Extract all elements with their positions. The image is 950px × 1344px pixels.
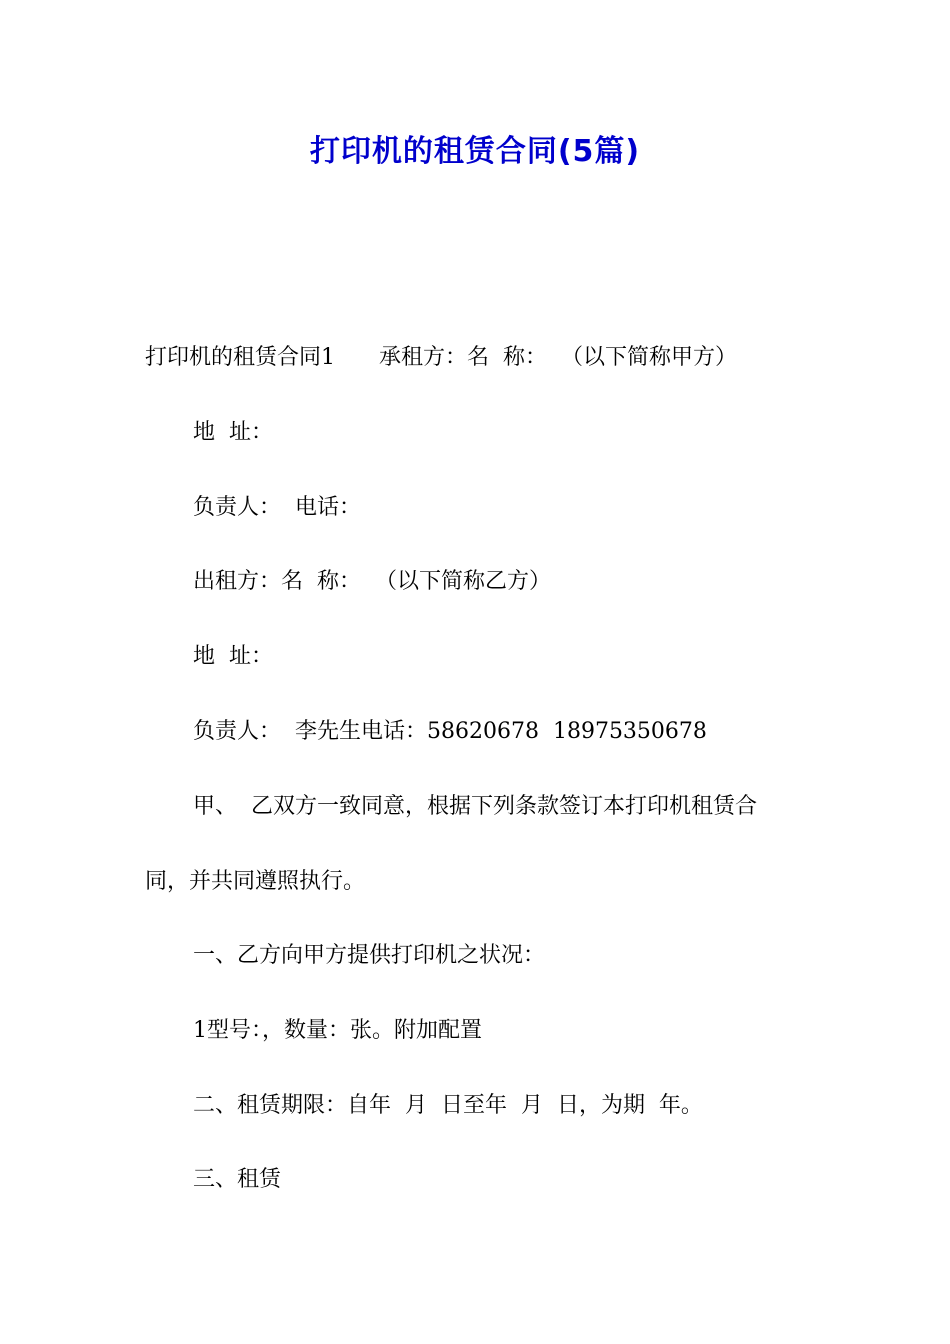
document-title: 打印机的租赁合同(5篇) xyxy=(309,134,641,169)
paragraph-section-three: 三、租赁 xyxy=(193,1167,282,1192)
paragraph-section-two: 二、租赁期限：自年 月 日至年 月 日，为期 年。 xyxy=(193,1093,703,1118)
paragraph-model-quantity: 1型号：，数量：张。附加配置 xyxy=(193,1018,482,1043)
paragraph-agreement-continued: 同，并共同遵照执行。 xyxy=(145,869,366,894)
paragraph-lessee-address: 地 址： xyxy=(193,420,273,445)
paragraph-lessor-name: 出租方：名 称： （以下简称乙方） xyxy=(193,569,551,594)
paragraph-contract-heading: 打印机的租赁合同1 承租方：名 称： （以下简称甲方） xyxy=(145,345,737,370)
paragraph-lessor-address: 地 址： xyxy=(193,644,273,669)
paragraph-lessee-contact: 负责人： 电话： xyxy=(193,495,361,520)
paragraph-lessor-contact: 负责人： 李先生电话：58620678 18975350678 xyxy=(193,719,707,744)
paragraph-section-one: 一、乙方向甲方提供打印机之状况： xyxy=(193,943,546,968)
paragraph-agreement: 甲、 乙双方一致同意，根据下列条款签订本打印机租赁合 xyxy=(193,794,757,819)
